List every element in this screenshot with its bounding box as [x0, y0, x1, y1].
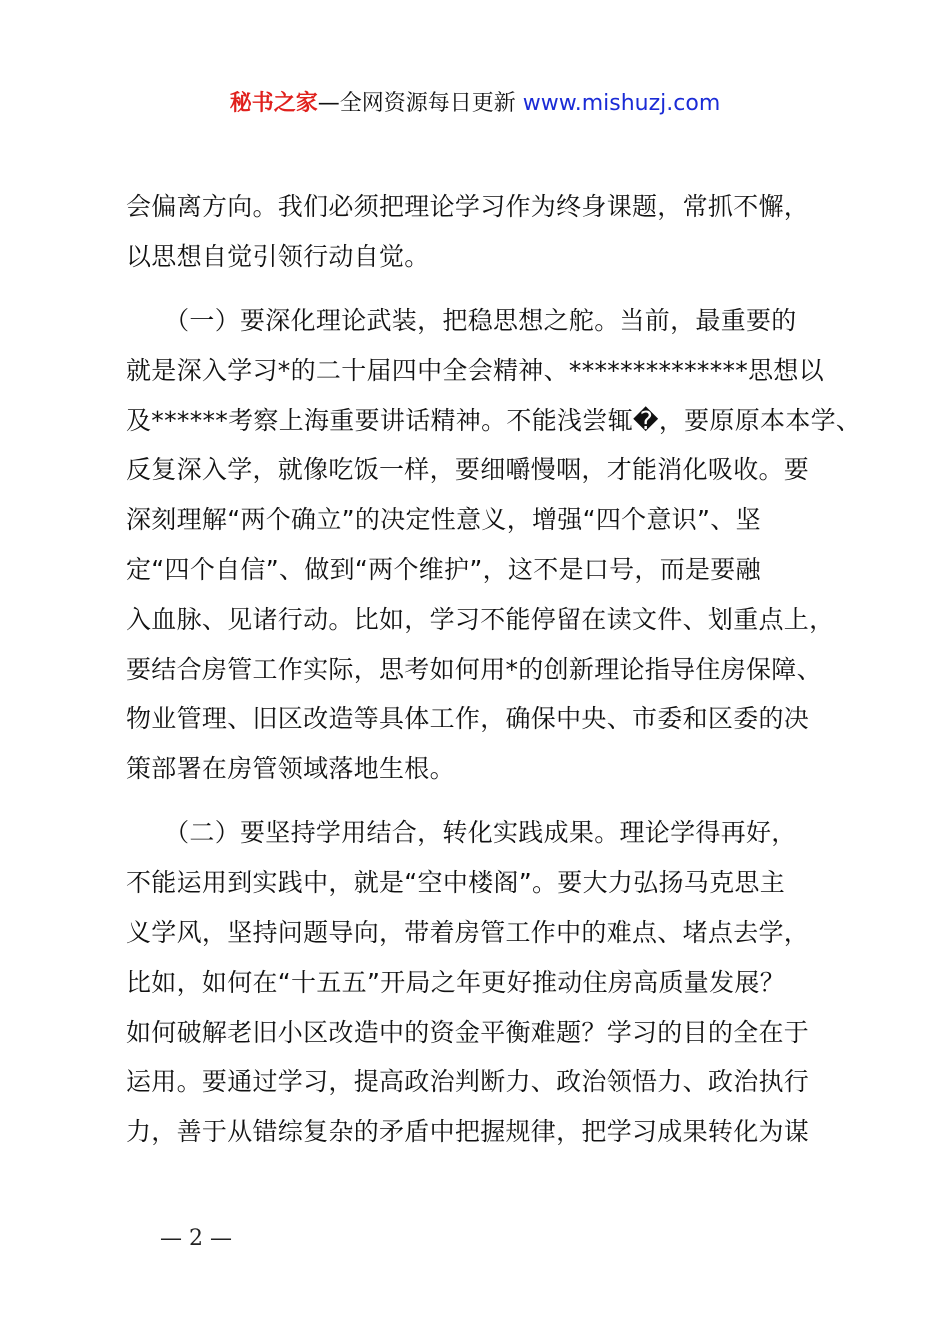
text-line: 运用。要通过学习，提高政治判断力、政治领悟力、政治执行	[126, 1067, 810, 1097]
text-line: 如何破解老旧小区改造中的资金平衡难题？学习的目的全在于	[126, 1017, 810, 1047]
text-line: 策部署在房管领域落地生根。	[126, 754, 455, 784]
text-line: （二）要坚持学用结合，转化实践成果。理论学得再好，	[126, 818, 797, 848]
paragraph-continuation	[126, 182, 836, 282]
text-line: 物业管理、旧区改造等具体工作，确保中央、市委和区委的决	[126, 704, 810, 734]
paragraph-section-one	[126, 296, 862, 794]
site-brand: 秘书之家	[229, 91, 318, 116]
text-line: 义学风，坚持问题导向，带着房管工作中的难点、堵点去学，	[126, 917, 810, 947]
text-line: 会偏离方向。我们必须把理论学习作为终身课题，常抓不懈，	[126, 192, 810, 221]
text-line: 比如，如何在“十五五”开局之年更好推动住房高质量发展？	[126, 967, 786, 997]
paragraph-section-two	[126, 808, 836, 1157]
text-line: （一）要深化理论武装，把稳思想之舵。当前，最重要的	[126, 305, 797, 335]
site-url-link[interactable]: www.mishuzj.com	[522, 91, 721, 116]
page-number: — 2 —	[160, 1226, 232, 1251]
site-header	[0, 88, 950, 120]
text-line: 定“四个自信”、做到“两个维护”，这不是口号，而是要融	[126, 554, 761, 584]
site-tagline: —全网资源每日更新	[317, 91, 523, 116]
text-line: 不能运用到实践中，就是“空中楼阁”。要大力弘扬马克思主	[126, 868, 786, 898]
text-line: 反复深入学，就像吃饭一样，要细嚼慢咽，才能消化吸收。要	[126, 455, 810, 485]
text-line: 力，善于从错综复杂的矛盾中把握规律，把学习成果转化为谋	[126, 1117, 810, 1147]
text-line: 深刻理解“两个确立”的决定性意义，增强“四个意识”、坚	[126, 505, 761, 535]
text-line: 要结合房管工作实际，思考如何用*的创新理论指导住房保障、	[126, 654, 822, 684]
text-line: 入血脉、见诸行动。比如，学习不能停留在读文件、划重点上，	[126, 604, 835, 634]
text-line: 及******考察上海重要讲话精神。不能浅尝辄�，要原原本本学、	[126, 405, 862, 435]
document-body	[126, 182, 862, 1157]
text-line: 以思想自觉引领行动自觉。	[126, 241, 430, 271]
text-line: 就是深入学习*的二十届四中全会精神、**************思想以	[126, 355, 825, 385]
